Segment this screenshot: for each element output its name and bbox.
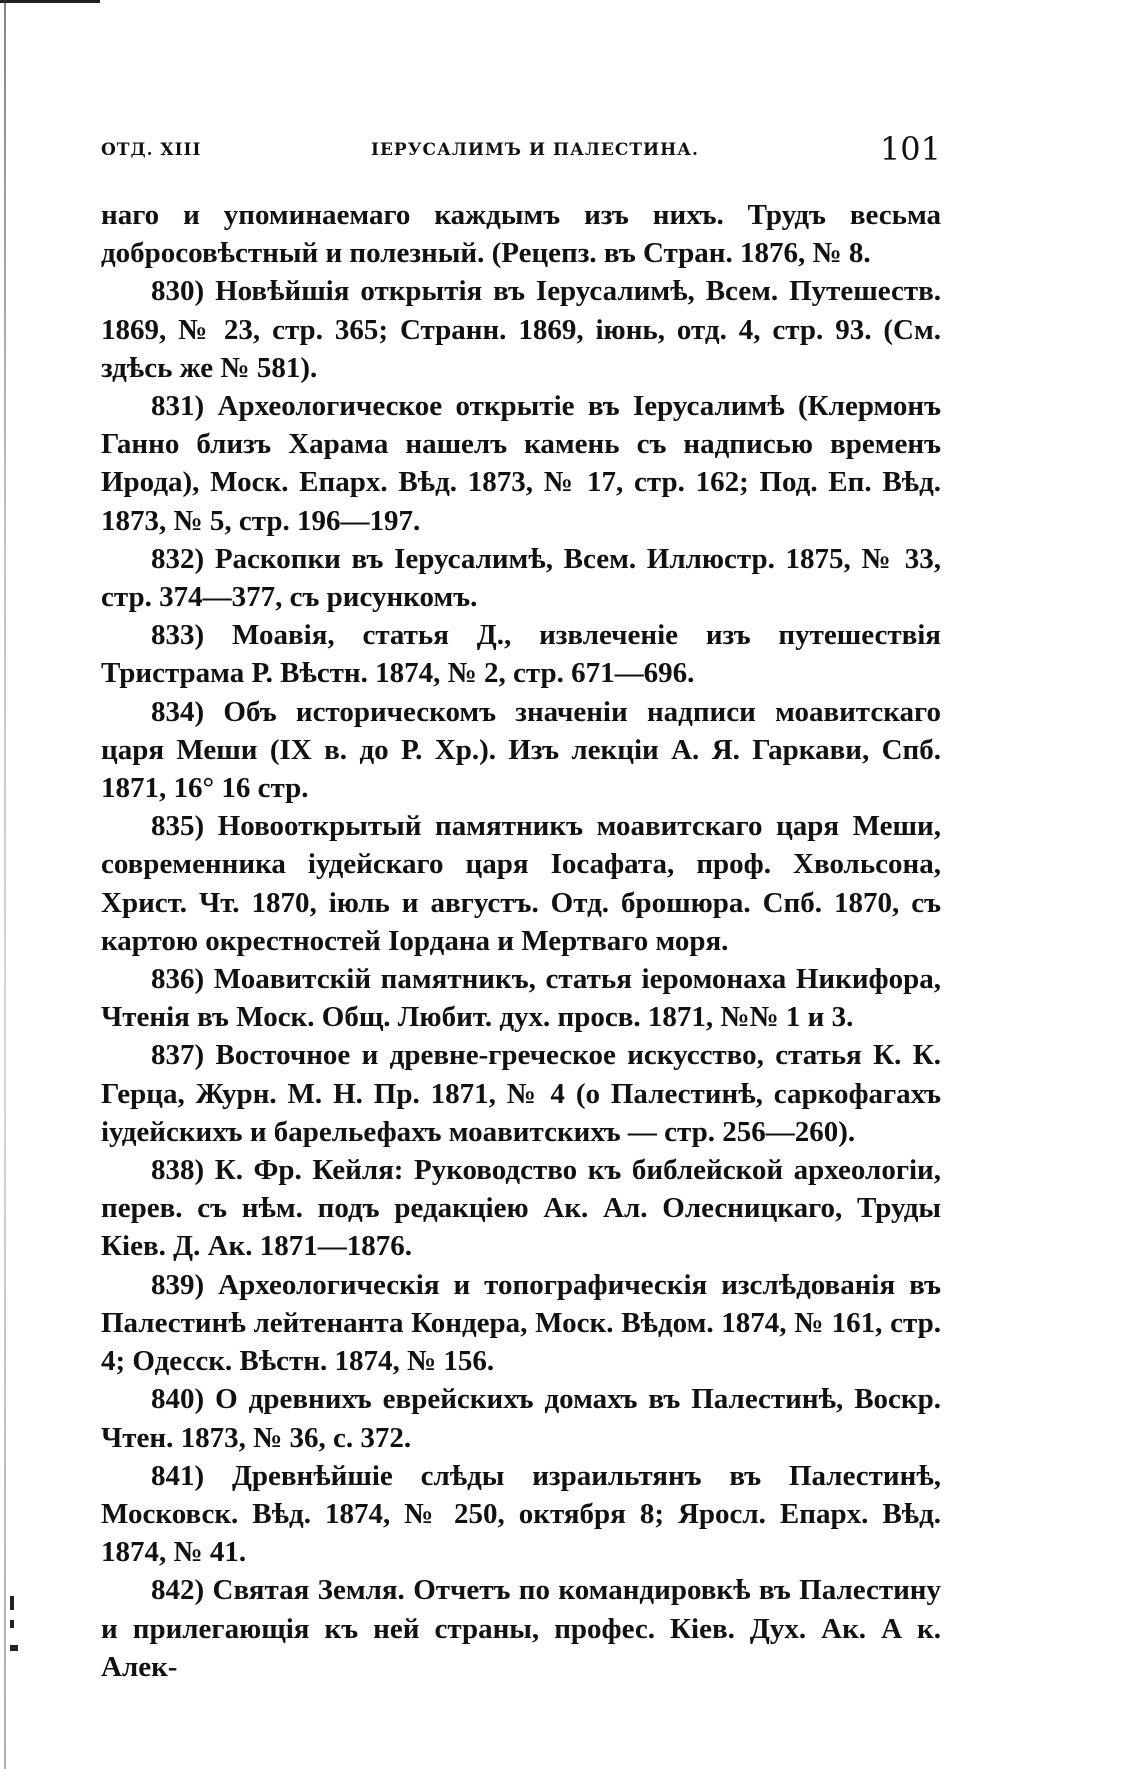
- entry-842: 842) Святая Земля. Отчетъ по командировкѣ въ Палестину и прилегающія къ ней страны, профес. Кіев. Дух. Ак. А к. Алек-: [101, 1574, 941, 1683]
- entry-837: 837) Восточное и древне-греческое искусство, статья К. К. Герца, Журн. М. Н. Пр. 1871, № 4 (о Палестинѣ, саркофагахъ іудейскихъ и барельефахъ моавитскихъ — стр. 256—260).: [101, 1039, 941, 1148]
- entry-830: 830) Новѣйшія открытія въ Іерусалимѣ, Всем. Путешеств. 1869, № 23, стр. 365; Странн. 1869, іюнь, отд. 4, стр. 93. (См. здѣсь же № 581).: [101, 275, 941, 384]
- scan-edge-left: [4, 0, 6, 1769]
- entry-840: 840) О древнихъ еврейскихъ домахъ въ Палестинѣ, Воскр. Чтен. 1873, № 36, с. 372.: [101, 1383, 941, 1454]
- entry-838: 838) К. Фр. Кейля: Руководство къ библейской археологіи, перев. съ нѣм. подъ редакціею Ак. Ал. Олесницкаго, Труды Кіев. Д. Ак. 1871—1876.: [101, 1154, 941, 1263]
- entry-832: 832) Раскопки въ Іерусалимѣ, Всем. Иллюстр. 1875, № 33, стр. 374—377, съ рисункомъ.: [101, 542, 941, 614]
- entry-836: 836) Моавитскій памятникъ, статья іеромонаха Никифора, Чтенія въ Моск. Общ. Любит. дух. просв. 1871, №№ 1 и 3.: [101, 963, 941, 1034]
- section-label: ОТД. XIII: [101, 140, 202, 160]
- scan-edge-top: [0, 0, 100, 3]
- entry-833: 833) Моавія, статья Д., извлеченіе изъ путешествія Тристрама Р. Вѣстн. 1874, № 2, стр. 671—696.: [101, 619, 941, 690]
- entry-835: 835) Новооткрытый памятникъ моавитскаго царя Меши, современника іудейскаго царя Іосафата, проф. Хвольсона, Христ. Чт. 1870, іюль и августъ. Отд. брошюра. Спб. 1870, съ картою окрестностей Іордана и Мертваго моря.: [101, 810, 941, 957]
- scan-mark: [10, 1596, 14, 1610]
- entry-841: 841) Древнѣйшіе слѣды израильтянъ въ Палестинѣ, Московск. Вѣд. 1874, № 250, октября 8; Яросл. Епарх. Вѣд. 1874, № 41.: [101, 1459, 941, 1569]
- entry-839: 839) Археологическія и топографическія изслѣдованія въ Палестинѣ лейтенанта Кондера, Моск. Вѣдом. 1874, № 161, стр. 4; Одесск. Вѣстн. 1874, № 156.: [101, 1268, 941, 1378]
- entry-831: 831) Археологическое открытіе въ Іерусалимѣ (Клермонъ Ганно близъ Харама нашелъ камень съ надписью временъ Ирода), Моск. Епарх. Вѣд. 1873, № 17, стр. 162; Под. Еп. Вѣд. 1873, № 5, стр. 196—197.: [101, 390, 941, 537]
- running-title: ІЕРУСАЛИМЪ И ПАЛЕСТИНА.: [371, 140, 699, 160]
- bibliography-body: [101, 196, 941, 1686]
- scan-mark: [10, 1620, 14, 1628]
- page-number: 101: [879, 130, 941, 168]
- running-head: [101, 130, 941, 170]
- entry-continuation: наго и упоминаемаго каждымъ изъ нихъ. Трудъ весьма добросовѣстный и полезный. (Рецепз. въ Стран. 1876, № 8.: [101, 199, 941, 270]
- entry-834: 834) Объ историческомъ значеніи надписи моавитскаго царя Меши (IX в. до Р. Хр.). Изъ лекціи А. Я. Гаркави, Спб. 1871, 16° 16 стр.: [101, 695, 941, 805]
- scan-mark: [10, 1645, 18, 1651]
